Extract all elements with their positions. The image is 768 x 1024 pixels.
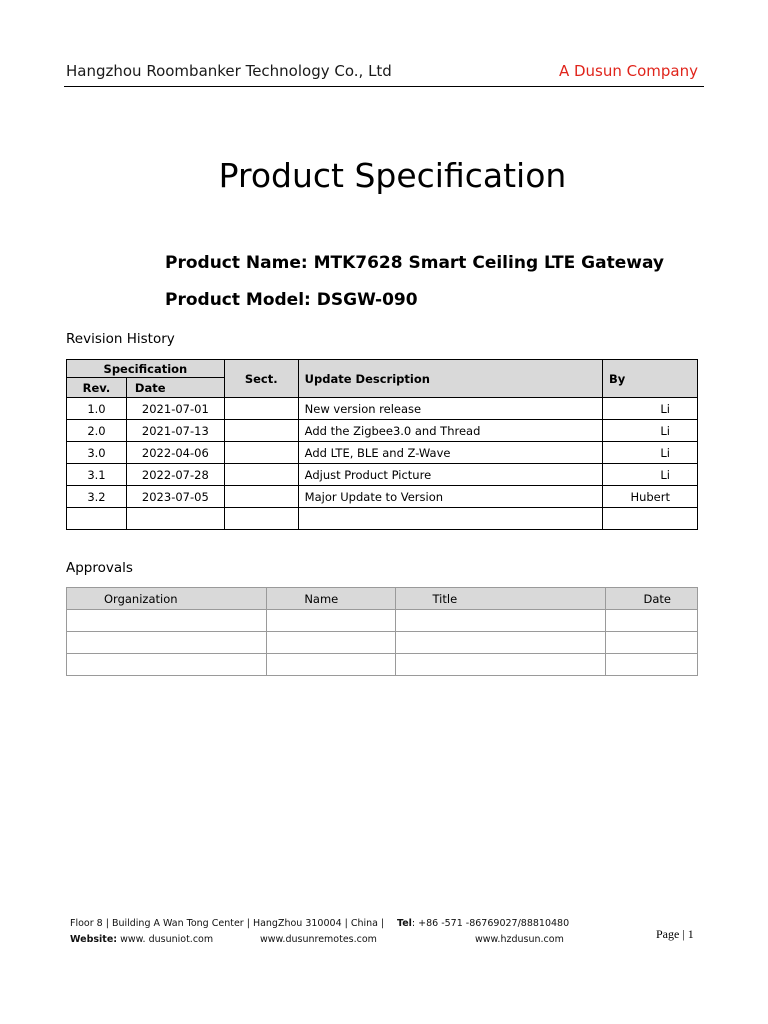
date-cell: 2021-07-13 [126, 420, 224, 442]
organization-cell [67, 654, 267, 676]
approval-row [67, 632, 698, 654]
revision-row [67, 486, 698, 508]
sect-cell [224, 420, 298, 442]
header-company-name: Hangzhou Roombanker Technology Co., Ltd [66, 62, 392, 80]
approval-date-cell [605, 654, 697, 676]
by-cell: Li [603, 398, 698, 420]
date-header: Date [126, 378, 224, 398]
header-parent-company: A Dusun Company [558, 62, 698, 80]
revision-row [67, 398, 698, 420]
revision-row [67, 508, 698, 530]
sect-header: Sect. [224, 360, 298, 398]
date-cell [126, 508, 224, 530]
revision-history-label: Revision History [66, 331, 175, 347]
specification-header: Specification [67, 360, 225, 378]
by-cell: Li [603, 420, 698, 442]
tel-value: : +86 -571 -86769027/88810480 [411, 918, 570, 929]
approval-date-cell [605, 610, 697, 632]
page-number [656, 927, 694, 942]
name-cell [267, 654, 395, 676]
website-link-2[interactable]: www.dusunremotes.com [260, 934, 377, 945]
by-cell [603, 508, 698, 530]
description-cell: Add the Zigbee3.0 and Thread [298, 420, 602, 442]
footer-address: Floor 8 | Building A Wan Tong Center | HangZhou 310004 | China | [70, 918, 385, 929]
page-separator: | [679, 927, 688, 941]
name-cell [267, 632, 395, 654]
rev-cell: 3.1 [67, 464, 127, 486]
product-name: Product Name: MTK7628 Smart Ceiling LTE Gateway [165, 253, 664, 273]
website-label: Website: [70, 934, 118, 945]
description-cell: Add LTE, BLE and Z-Wave [298, 442, 602, 464]
rev-cell: 1.0 [67, 398, 127, 420]
sect-cell [224, 398, 298, 420]
approval-date-cell [605, 632, 697, 654]
title-cell [395, 610, 605, 632]
revision-row [67, 420, 698, 442]
tel-label: Tel [397, 918, 412, 929]
rev-header: Rev. [67, 378, 127, 398]
sect-cell [224, 486, 298, 508]
rev-cell: 3.2 [67, 486, 127, 508]
sect-cell [224, 508, 298, 530]
date-cell: 2023-07-05 [126, 486, 224, 508]
description-cell [298, 508, 602, 530]
approvals-table [66, 587, 698, 676]
rev-cell: 2.0 [67, 420, 127, 442]
name-cell [267, 610, 395, 632]
approval-date-header: Date [605, 588, 697, 610]
date-cell: 2022-04-06 [126, 442, 224, 464]
by-header: By [603, 360, 698, 398]
by-cell: Hubert [603, 486, 698, 508]
approval-row [67, 610, 698, 632]
rev-cell: 3.0 [67, 442, 127, 464]
date-cell: 2021-07-01 [126, 398, 224, 420]
date-cell: 2022-07-28 [126, 464, 224, 486]
approvals-label: Approvals [66, 560, 133, 576]
footer-website [70, 934, 213, 945]
description-cell: Adjust Product Picture [298, 464, 602, 486]
revision-history-table [66, 359, 698, 530]
organization-cell [67, 610, 267, 632]
by-cell: Li [603, 442, 698, 464]
sect-cell [224, 464, 298, 486]
revision-row [67, 442, 698, 464]
by-cell: Li [603, 464, 698, 486]
website-link-1[interactable]: www. dusuniot.com [117, 934, 214, 945]
revision-row [67, 464, 698, 486]
rev-cell [67, 508, 127, 530]
page-number-value: 1 [687, 927, 694, 941]
description-cell: New version release [298, 398, 602, 420]
document-title: Product Specification [218, 156, 567, 195]
title-header: Title [395, 588, 605, 610]
website-link-3[interactable]: www.hzdusun.com [475, 934, 564, 945]
title-cell [395, 654, 605, 676]
approval-row [67, 654, 698, 676]
update-description-header: Update Description [298, 360, 602, 398]
sect-cell [224, 442, 298, 464]
footer-telephone [397, 918, 569, 929]
name-header: Name [267, 588, 395, 610]
description-cell: Major Update to Version [298, 486, 602, 508]
header-divider [64, 86, 704, 87]
page-label: Page [656, 927, 680, 941]
organization-cell [67, 632, 267, 654]
organization-header: Organization [67, 588, 267, 610]
title-cell [395, 632, 605, 654]
product-model: Product Model: DSGW-090 [165, 290, 418, 310]
